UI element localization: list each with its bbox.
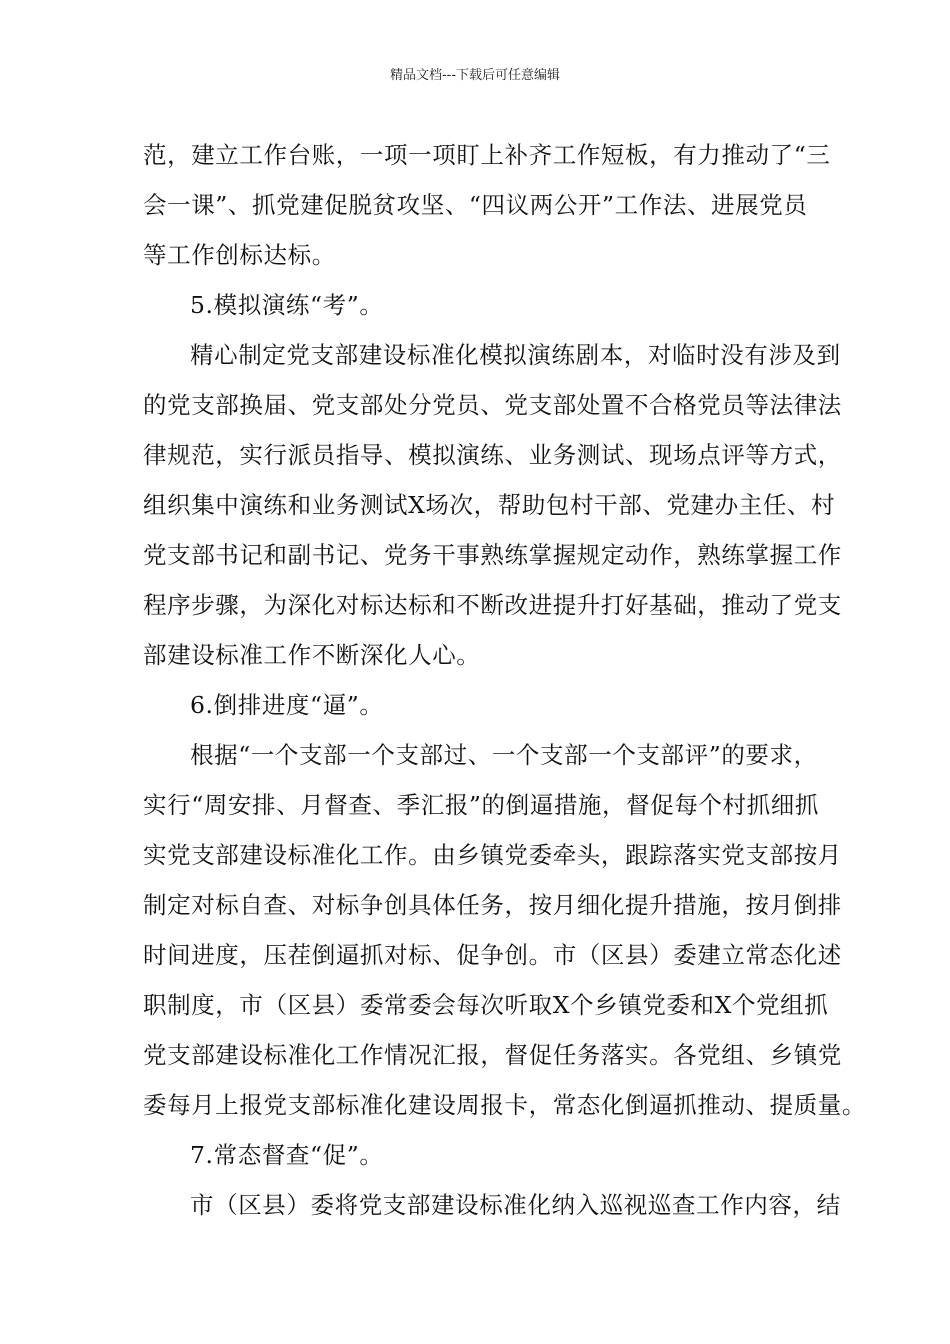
document-body: [143, 130, 866, 1230]
text-line: 范，建立工作台账，一项一项盯上补齐工作短板，有力推动了“三: [143, 141, 831, 169]
text-line: 制定对标自查、对标争创具体任务，按月细化提升措施，按月倒排: [143, 891, 842, 919]
text-line: 市（区县）委将党支部建设标准化纳入巡视巡查工作内容，结: [190, 1191, 841, 1219]
section-heading: 6.倒排进度“逼”。: [190, 691, 384, 719]
text-line: 精心制定党支部建设标准化模拟演练剧本，对临时没有涉及到: [190, 341, 841, 369]
text-line: 组织集中演练和业务测试X场次，帮助包村干部、党建办主任、村: [143, 491, 836, 519]
text-line: 时间进度，压茬倒逼抓对标、促争创。市（区县）委建立常态化述: [143, 941, 842, 969]
text-line: 实党支部建设标准化工作。由乡镇党委牵头，跟踪落实党支部按月: [143, 841, 842, 869]
text-line: 律规范，实行派员指导、模拟演练、业务测试、现场点评等方式，: [143, 441, 842, 469]
text-line: 部建设标准工作不断深化人心。: [143, 641, 481, 669]
text-line: 的党支部换届、党支部处分党员、党支部处置不合格党员等法律法: [143, 391, 842, 419]
text-line: 党支部建设标准化工作情况汇报，督促任务落实。各党组、乡镇党: [143, 1041, 842, 1069]
text-line: 等工作创标达标。: [143, 241, 336, 269]
text-line: 职制度，市（区县）委常委会每次听取X个乡镇党委和X个党组抓: [143, 991, 829, 1019]
page-header: 精品文档---下载后可任意编辑: [389, 68, 561, 83]
text-line: 实行“周安排、月督查、季汇报”的倒逼措施，督促每个村抓细抓: [143, 791, 819, 819]
section-heading: 5.模拟演练“考”。: [190, 291, 384, 319]
text-line: 程序步骤，为深化对标达标和不断改进提升打好基础，推动了党支: [143, 591, 842, 619]
text-line: 委每月上报党支部标准化建设周报卡，常态化倒逼抓推动、提质量。: [143, 1091, 866, 1119]
text-line: 党支部书记和副书记、党务干事熟练掌握规定动作，熟练掌握工作: [143, 541, 842, 569]
text-line: 会一课”、抓党建促脱贫攻坚、“四议两公开”工作法、进展党员: [143, 191, 808, 219]
text-line: 根据“一个支部一个支部过、一个支部一个支部评”的要求，: [190, 741, 818, 769]
section-heading: 7.常态督查“促”。: [190, 1141, 384, 1169]
